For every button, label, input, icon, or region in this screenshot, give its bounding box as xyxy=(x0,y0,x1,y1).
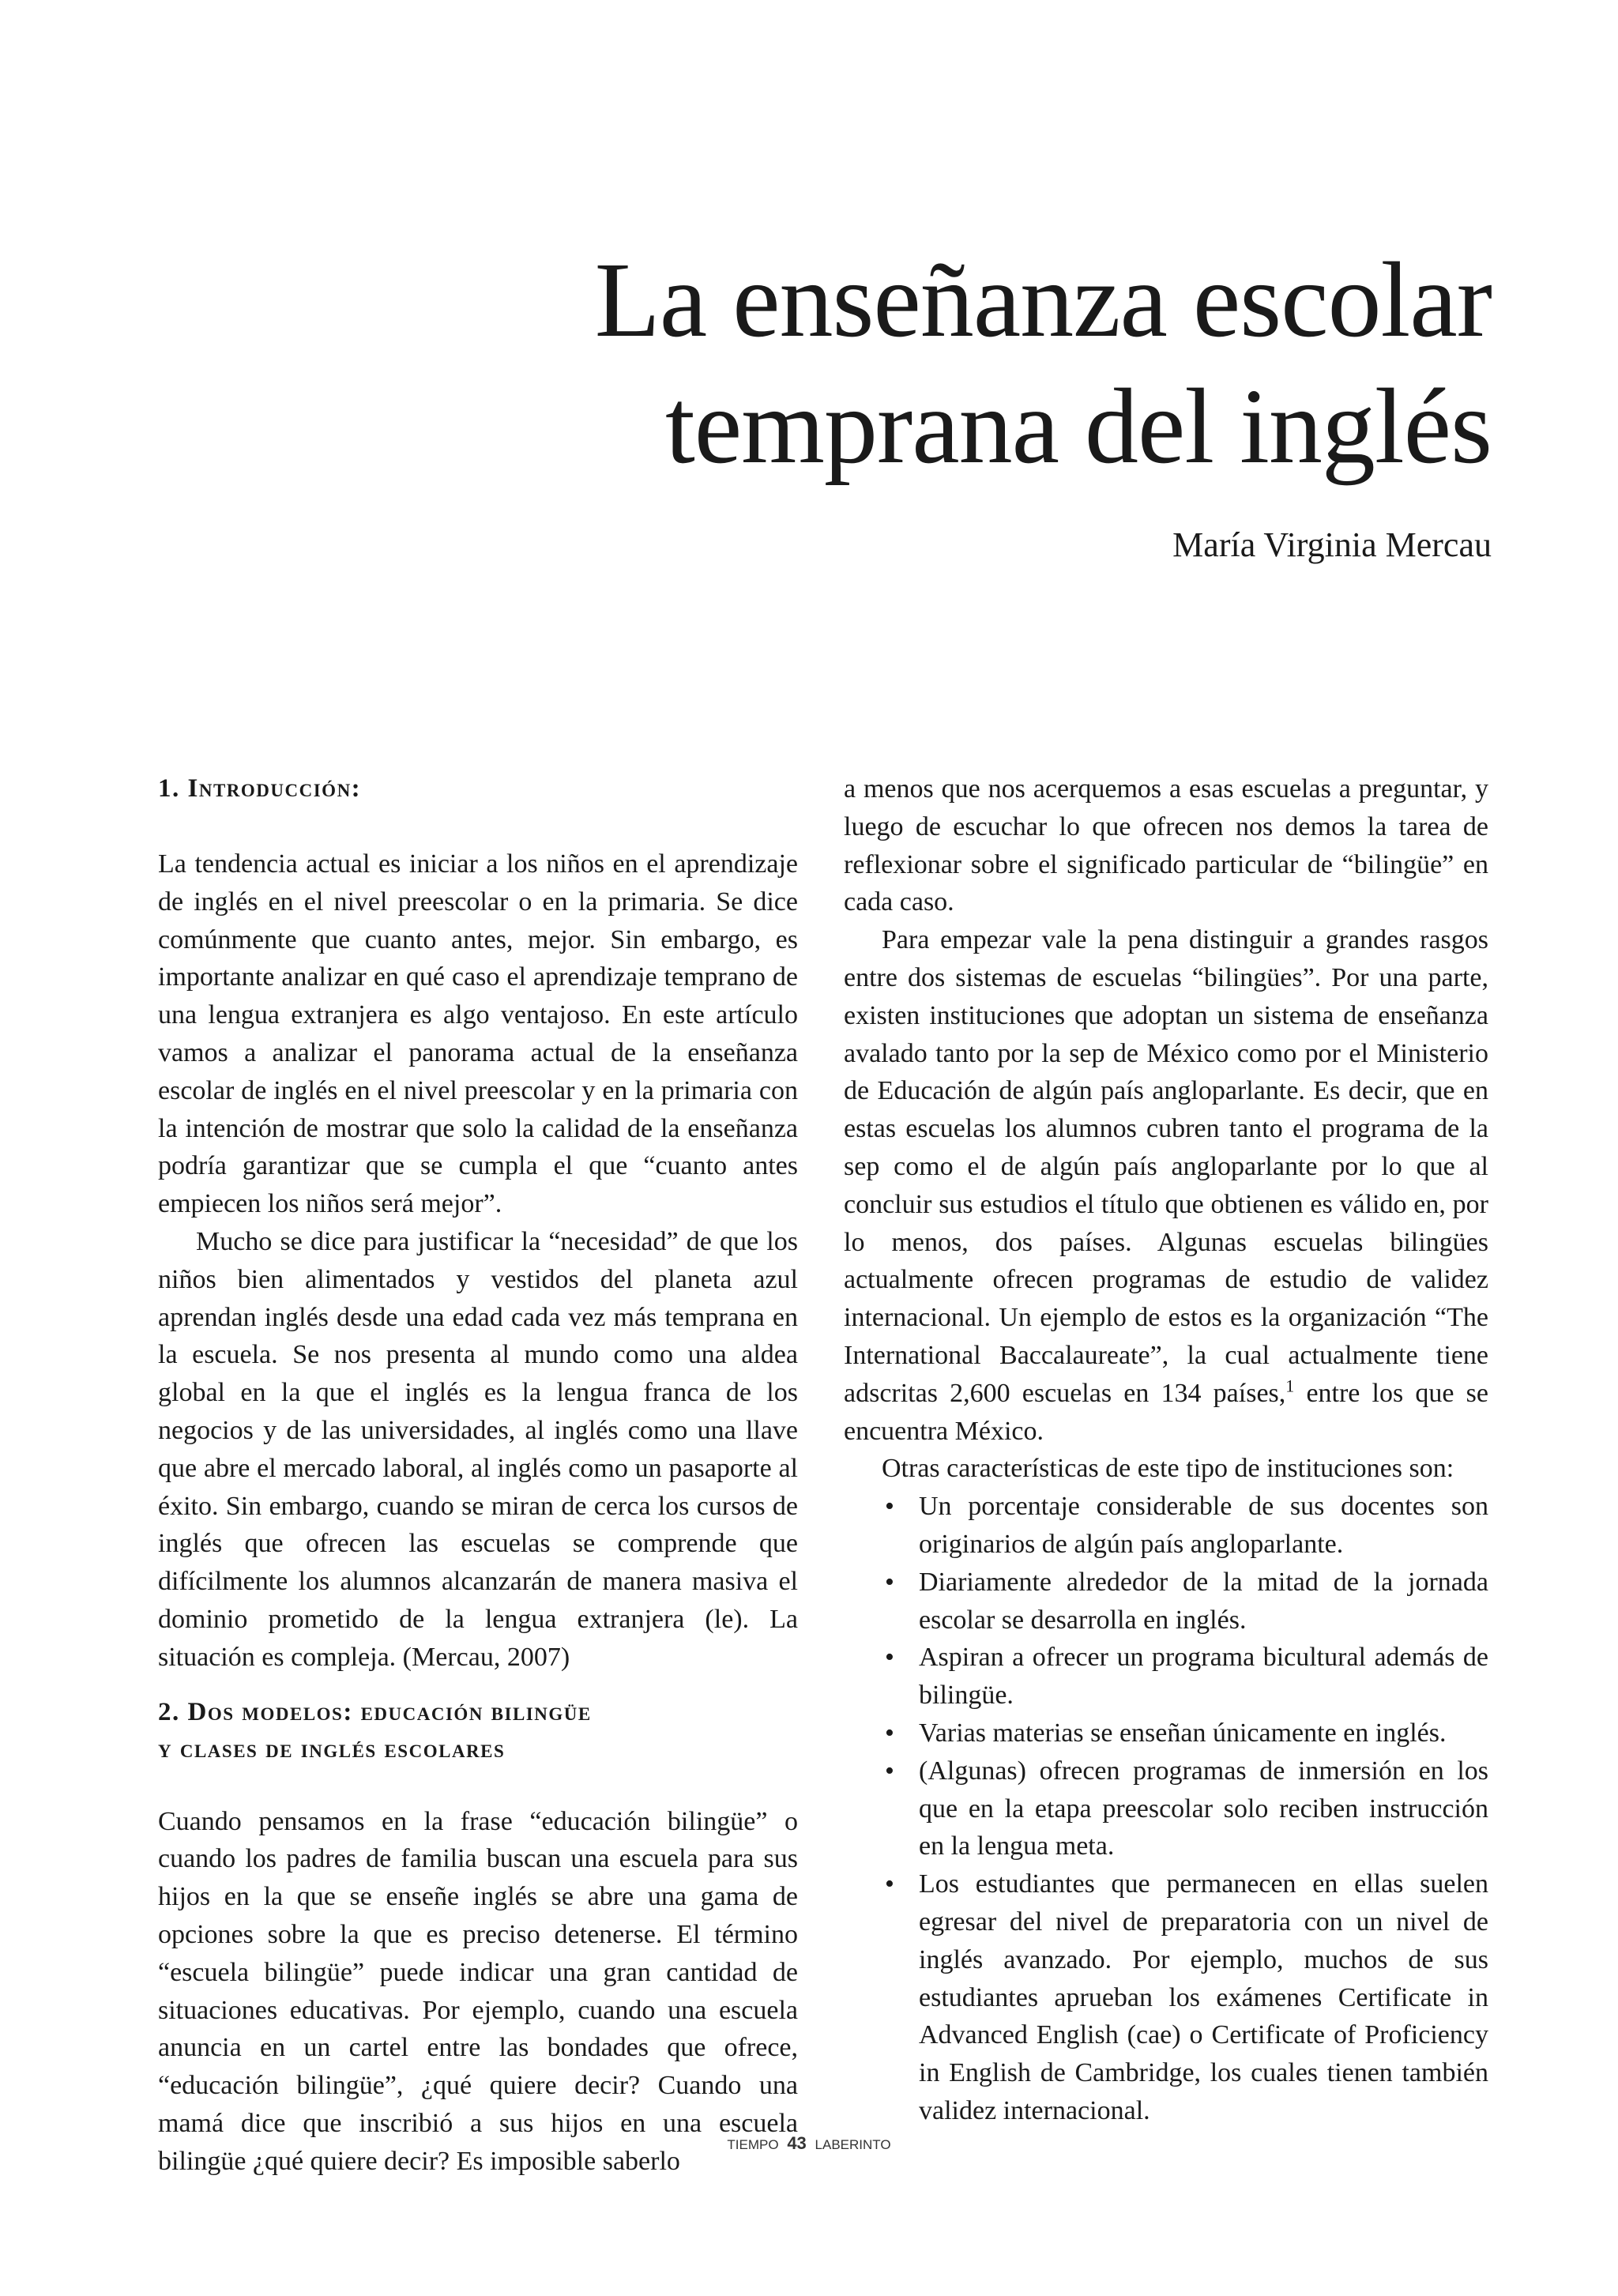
author-name: María Virginia Mercau xyxy=(1172,525,1492,564)
list-item-text: (Algunas) ofrecen programas de inmersión en los que en la etapa preescolar solo reciben instrucción en la lengua meta. xyxy=(919,1756,1488,1861)
paragraph xyxy=(844,921,1488,1450)
page-number: 43 xyxy=(787,2133,807,2153)
list-item xyxy=(844,1865,1488,2130)
section-heading-dos-modelos xyxy=(158,1694,798,1768)
list-item xyxy=(844,1752,1488,1865)
footer-publication-left: TIEMPO xyxy=(727,2137,779,2152)
title-block xyxy=(386,237,1492,566)
list-item-text: Un porcentaje considerable de sus docentes son originarios de algún país angloparlante. xyxy=(919,1492,1488,1559)
paragraph: La tendencia actual es iniciar a los niños en el aprendizaje de inglés en el nivel preescolar o en la primaria. Se dice comúnmente que cuanto antes, mejor. Sin embargo, es importante analizar en qué caso el aprendizaje temprano de una lengua extranjera es algo ventajoso. En este artículo vamos a analizar el panorama actual de la enseñanza escolar de inglés en el nivel preescolar y en la primaria con la intención de mostrar que solo la calidad de la enseñanza podría garantizar que se cumpla el que “cuanto antes empiecen los niños será mejor”. xyxy=(158,849,798,1219)
bullet-icon: • xyxy=(885,1869,894,1899)
footer-publication-right: LABERINTO xyxy=(815,2137,891,2152)
paragraph: Mucho se dice para justificar la “necesidad” de que los niños bien alimentados y vestidos del planeta azul aprendan inglés desde una edad cada vez más temprana en la escuela. Se nos presenta al mundo como una aldea global en la que el inglés es la lengua franca de los negocios y de las universidades, al inglés como una llave que abre el mercado laboral, al inglés como un pasaporte al éxito. Sin embargo, cuando se miran de cerca los cursos de inglés que ofrecen las escuelas se comprende que difícilmente los alumnos alcanzarán de manera masiva el dominio prometido de la lengua extranjera (le). La situación es compleja. (Mercau, 2007) xyxy=(158,1226,798,1672)
list-item-text: Diariamente alrededor de la mitad de la jornada escolar se desarrolla en inglés. xyxy=(919,1567,1488,1635)
bullet-icon: • xyxy=(885,1718,894,1748)
left-column xyxy=(158,770,798,2181)
bullet-icon: • xyxy=(885,1756,894,1786)
bullet-icon: • xyxy=(885,1643,894,1673)
paragraph-text: entre los que se encuentra México. xyxy=(844,1378,1488,1446)
bullet-icon: • xyxy=(885,1492,894,1522)
characteristics-list xyxy=(844,1488,1488,2130)
footnote-reference[interactable]: 1 xyxy=(1285,1376,1295,1396)
list-item xyxy=(844,1639,1488,1714)
section-heading-introduction: 1. Introducción: xyxy=(158,774,362,803)
right-column xyxy=(844,770,1488,2130)
heading-line: y clases de inglés escolares xyxy=(158,1734,506,1763)
list-item-text: Varias materias se enseñan únicamente en inglés. xyxy=(919,1718,1447,1748)
paragraph-text: Para empezar vale la pena distinguir a grandes rasgos entre dos sistemas de escuelas “bilingües”. Por una parte, existen instituciones que adoptan un sistema de enseñanza avalado tanto por la sep de México como por el Ministerio de Educación de algún país angloparlante. Es decir, que en estas escuelas los alumnos cubren tanto el programa de la sep como el de algún país angloparlante por lo que al concluir sus estudios el título que obtienen es válido en, por lo menos, dos países. Algunas escuelas bilingües actualmente ofrecen programas de estudio de validez internacional. Un ejemplo de estos es la organización “The International Baccalaureate”, la cual actualmente tiene adscritas 2,600 escuelas en 134 países, xyxy=(844,925,1488,1408)
list-item xyxy=(844,1714,1488,1752)
heading-line: 2. Dos modelos: educación bilingüe xyxy=(158,1697,592,1726)
list-item xyxy=(844,1488,1488,1564)
list-item xyxy=(844,1564,1488,1639)
page-footer xyxy=(0,2133,1618,2154)
paragraph: a menos que nos acerquemos a esas escuelas a preguntar, y luego de escuchar lo que ofrecen nos demos la tarea de reflexionar sobre el significado particular de “bilingüe” en cada caso. xyxy=(844,774,1488,917)
paragraph: Otras características de este tipo de instituciones son: xyxy=(882,1454,1454,1484)
bullet-icon: • xyxy=(885,1567,894,1597)
paragraph: Cuando pensamos en la frase “educación bilingüe” o cuando los padres de familia buscan una escuela para sus hijos en la que se enseñe inglés se abre una gama de opciones sobre la que es preciso detenerse. El término “escuela bilingüe” puede indicar una gran cantidad de situaciones educativas. Por ejemplo, cuando una escuela anuncia en un cartel entre las bondades que ofrece, “educación bilingüe”, ¿qué quiere decir? Cuando una mamá dice que inscribió a sus hijos en una escuela bilingüe ¿qué quiere decir? Es imposible saberlo xyxy=(158,1806,798,2176)
list-item-text: Los estudiantes que permanecen en ellas suelen egresar del nivel de preparatoria con un nivel de inglés avanzado. Por ejemplo, muchos de sus estudiantes aprueban los exámenes Certificate in Advanced English (cae) o Certificate of Proficiency in English de Cambridge, los cuales tienen también validez internacional. xyxy=(919,1869,1488,2125)
list-item-text: Aspiran a ofrecer un programa bicultural además de bilingüe. xyxy=(919,1643,1488,1711)
title-line-2: temprana del inglés xyxy=(665,367,1492,486)
title-line-1: La enseñanza escolar xyxy=(594,241,1492,359)
article-title xyxy=(386,237,1492,490)
